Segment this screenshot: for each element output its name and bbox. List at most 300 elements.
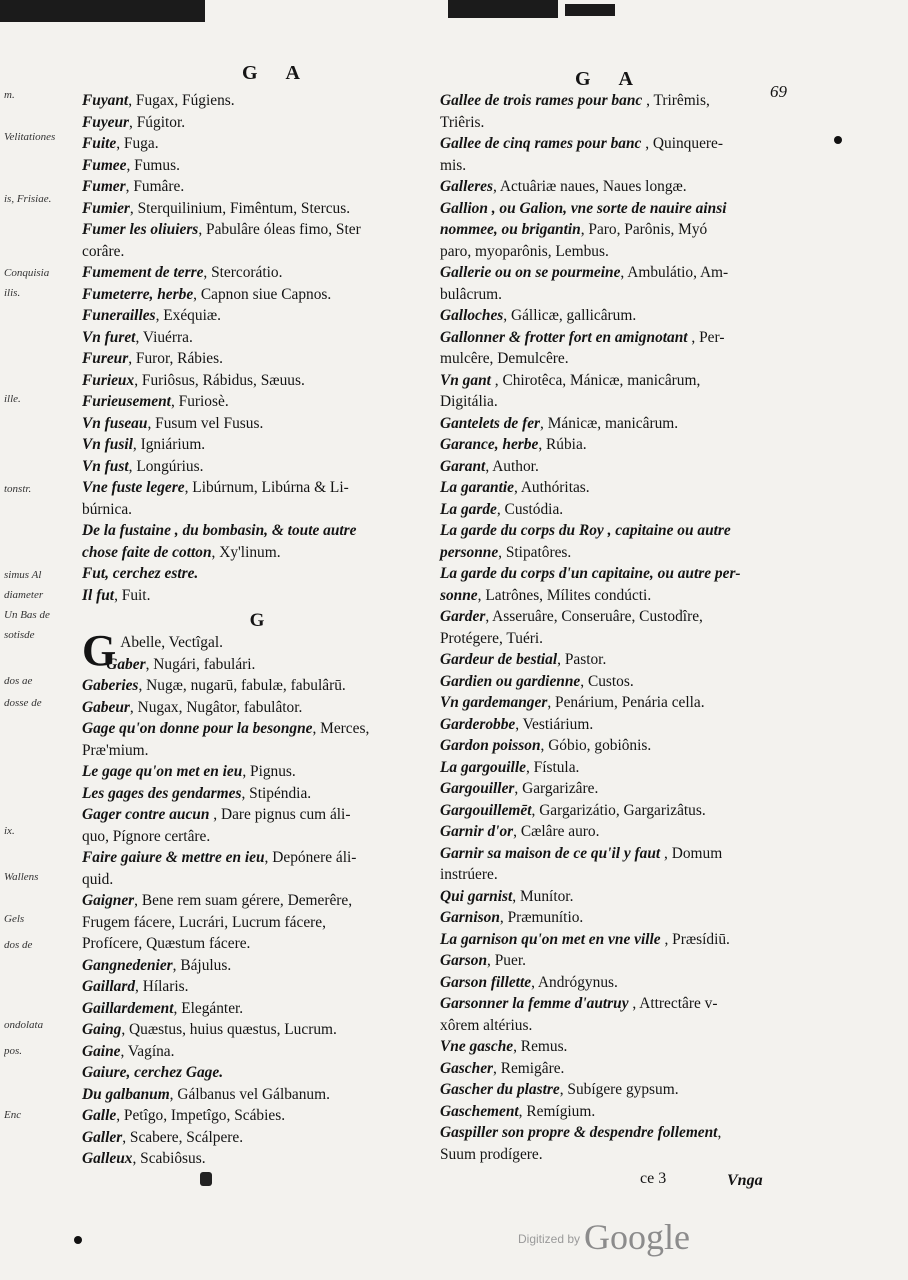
dictionary-entry [82,697,432,719]
entry-translation: , Munítor. [512,887,574,905]
dictionary-entry [440,563,810,585]
entry-translation: Abelle, Vectîgal. [120,634,223,651]
signature-mark: ce 3 [640,1170,667,1187]
scan-dark-band-middle [448,0,558,18]
margin-note: Conquisia [4,268,50,279]
entry-headword: Fumement de terre [82,264,204,281]
entry-translation: , Longúrius. [128,457,204,475]
entry-headword: Furieusement [82,393,171,410]
dictionary-entry [440,972,810,994]
entry-translation: , Quinquere- [641,135,723,152]
entry-translation: , Pastor. [557,651,607,668]
dictionary-entry [440,133,810,155]
entry-translation: instrúere. [440,866,498,883]
entry-translation: , Sterquilinium, Fimêntum, Stercus. [129,199,351,217]
entry-headword: Vn gant [440,371,491,389]
entry-translation: , Scabiôsus. [132,1150,206,1167]
dictionary-entry [440,649,810,671]
margin-note: Un Bas de [4,610,50,621]
dictionary-entry [82,520,432,542]
dictionary-entry [82,804,432,826]
entry-translation: , Xy'linum. [211,543,281,561]
dictionary-entry [82,241,432,263]
entry-translation: , Fumus. [126,156,180,174]
entry-headword: Fumee [82,156,127,174]
entry-translation: , Fístula. [525,758,580,776]
entry-headword: Galloches [440,307,504,324]
entry-translation: Præ'mium. [82,741,149,759]
entry-translation: , Nugæ, nugarū, fabulæ, fabulârū. [138,677,346,694]
entry-headword: Gaine [82,1042,121,1060]
dictionary-entry [82,1148,432,1170]
dictionary-entry [440,714,810,736]
entry-translation: , Fúgitor. [129,113,186,131]
entry-translation: , Custódia. [496,500,564,518]
entry-headword: Vn fuseau [82,414,148,432]
entry-translation: , Petîgo, Impetîgo, Scábies. [116,1107,286,1124]
entry-translation: Frugem fácere, Lucrári, Lucrum fácere, [82,913,326,931]
entry-translation: , Exéquiæ. [155,307,221,324]
dictionary-entry [440,907,810,929]
dictionary-entry [82,1084,432,1106]
entry-headword: Fuite [82,135,117,152]
entry-translation: , Vestiárium. [515,715,594,733]
dictionary-entry [440,413,810,435]
entry-translation: , Igniárium. [132,436,206,453]
dictionary-entry [440,370,810,392]
dictionary-entry [440,800,810,822]
entry-headword: La garde du corps d'un capitaine, ou autre per- [440,565,741,582]
entry-translation: bulâcrum. [440,285,502,303]
entry-translation: , Subígere gypsum. [559,1081,679,1098]
dictionary-entry [440,499,810,521]
right-entry-list [440,90,810,1165]
dictionary-entry [82,826,432,848]
entry-translation: , Asseruâre, Conseruâre, Custodîre, [485,608,703,625]
entry-translation: , Domum [660,844,723,862]
entry-headword: Garderobbe [440,715,516,733]
dictionary-entry [440,1036,810,1058]
entry-translation: , Chirotêca, Mánicæ, manicârum, [490,371,701,389]
entry-translation: , Bájulus. [172,956,232,974]
margin-note: tonstr. [4,484,32,495]
dictionary-entry [440,606,810,628]
entry-headword: Gascher [440,1059,494,1077]
dictionary-entry [82,90,432,112]
entry-headword: nommee, ou brigantin [440,221,581,238]
digitized-by-google [518,1216,690,1258]
entry-translation: , Góbio, gobiônis. [540,737,652,754]
entry-translation: , Capnon siue Capnos. [193,285,332,303]
entry-headword: Fumier [82,199,130,217]
dictionary-entry [82,155,432,177]
dictionary-entry [82,783,432,805]
dictionary-entry [82,563,432,585]
entry-headword: Les gages des gendarmes [82,784,242,802]
entry-translation: , Trirêmis, [642,92,710,109]
entry-headword: Gabeur [82,698,130,716]
margin-note: ilis. [4,288,21,299]
entry-headword: Gardien ou gardienne [440,672,581,690]
entry-headword: Gaing [82,1021,122,1038]
entry-headword: Il fut [82,586,115,604]
entry-translation: , Fugax, Fúgiens. [128,92,235,109]
entry-translation: , Elegánter. [173,999,244,1017]
dictionary-entry [440,1079,810,1101]
entry-translation: , Remígium. [518,1102,596,1120]
ink-dot-bottom [74,1236,82,1244]
entry-headword: chose faite de cotton [82,543,212,561]
entry-translation: , Gállicæ, gallicârum. [503,307,637,324]
entry-headword: Gaiure, cerchez Gage. [82,1064,224,1081]
dictionary-entry [82,284,432,306]
dictionary-entry [82,176,432,198]
entry-translation: , Andrógynus. [531,973,618,991]
dictionary-entry [440,90,810,112]
entry-translation: , Attrectâre v- [628,995,718,1012]
entry-headword: Gangnedenier [82,956,173,974]
entry-translation: paro, myoparônis, Lembus. [440,242,609,260]
margin-note: ondolata [4,1020,44,1031]
dictionary-entry [82,998,432,1020]
margin-note: sotisde [4,630,35,641]
entry-translation: , Furiôsus, Rábidus, Sæuus. [134,371,305,389]
entry-translation: , Per- [687,328,725,346]
entry-headword: Garant [440,457,486,475]
left-column [82,90,432,1170]
entry-translation: Profícere, Quæstum fácere. [82,935,251,952]
entry-translation: , Viuérra. [135,328,193,346]
dictionary-entry [440,950,810,972]
entry-translation: , Depónere áli- [264,849,357,866]
entry-headword: sonne [440,586,478,604]
entry-headword: Garnir d'or [440,823,514,840]
entry-translation: , Dare pignus cum áli- [209,806,351,823]
margin-note: ix. [4,826,15,837]
entry-headword: Galleux [82,1150,133,1167]
entry-translation: , Hílaris. [135,978,189,995]
dictionary-entry [82,391,432,413]
entry-translation: , [717,1124,722,1141]
dictionary-entry [440,886,810,908]
entry-translation: , Remus. [513,1038,568,1055]
entry-translation: Triêris. [440,113,485,131]
dictionary-entry [82,933,432,955]
entry-translation: , Fusum vel Fusus. [147,414,264,432]
entry-headword: personne [440,543,499,561]
entry-translation: , Paro, Parônis, Myó [580,221,708,238]
margin-note: dosse de [4,698,42,709]
google-logo: Google [584,1217,691,1257]
dictionary-entry [82,890,432,912]
entry-translation: , Furor, Rábies. [128,350,223,367]
entry-translation: , Pabulâre óleas fimo, Ster [198,221,361,238]
entry-translation: , Gálbanus vel Gálbanum. [169,1085,330,1103]
dictionary-entry [82,219,432,241]
dictionary-entry [82,654,432,676]
dictionary-entry [82,847,432,869]
entry-translation: mulcêre, Demulcêre. [440,350,569,367]
dictionary-entry [440,843,810,865]
entry-headword: Fumeterre, herbe [82,285,194,303]
margin-note: diameter [4,590,44,601]
dictionary-entry [82,1127,432,1149]
entry-translation: , Remigâre. [493,1059,565,1077]
entry-translation: búrnica. [82,500,132,518]
entry-translation: , Authóritas. [513,479,590,496]
dictionary-entry [440,542,810,564]
dictionary-entry [82,499,432,521]
entry-translation: Suum prodígere. [440,1145,543,1163]
dictionary-entry [82,348,432,370]
entry-headword: Fuyeur [82,113,130,131]
entry-headword: La gargouille [440,758,526,776]
margin-note: simus Al [4,570,42,581]
entry-headword: Gallee de trois rames pour banc [440,92,643,109]
dictionary-entry [82,434,432,456]
margin-note: Gels [4,914,25,925]
dictionary-entry [82,869,432,891]
right-column [440,90,810,1165]
entry-headword: Qui garnist [440,887,513,905]
entry-translation: mis. [440,156,467,174]
entry-headword: La garde du corps du Roy , capitaine ou autre [440,522,731,539]
entry-translation: , Ambulátio, Am- [620,264,729,281]
entry-headword: Fumer [82,178,126,195]
entry-headword: Vne fuste legere [82,479,185,496]
entry-translation: , Fuga. [116,135,159,152]
entry-translation: , Quæstus, huius quæstus, Lucrum. [121,1021,337,1038]
entry-headword: Gallerie ou on se pourmeine [440,264,621,281]
dictionary-entry [82,413,432,435]
dictionary-entry [440,155,810,177]
digitized-by-label: Digitized by [518,1232,581,1246]
drop-cap: G [82,626,117,675]
entry-translation: , Bene rem suam gérere, Demerêre, [134,892,353,909]
entry-headword: Du galbanum [82,1085,170,1103]
entry-headword: Gascher du plastre [440,1081,560,1098]
dictionary-entry [440,112,810,134]
dictionary-entry [440,1144,810,1166]
entry-headword: La garde [440,500,497,518]
entry-headword: Fuyant [82,92,129,109]
dictionary-entry [82,585,432,607]
margin-note: pos. [4,1046,23,1057]
entry-translation: , Cælâre auro. [513,823,600,840]
dictionary-entry [440,778,810,800]
margin-note: Wallens [4,872,39,883]
dictionary-entry [440,391,810,413]
entry-translation: , Mánicæ, manicârum. [540,414,679,432]
dictionary-entry [440,864,810,886]
entry-headword: Gardon poisson [440,737,541,754]
dictionary-entry [440,305,810,327]
entry-headword: Fureur [82,350,129,367]
dictionary-entry [440,176,810,198]
margin-note: dos ae [4,676,33,687]
dictionary-entry [440,1101,810,1123]
entry-translation: quo, Pígnore certâre. [82,827,211,845]
left-entry-list-g [82,626,432,1170]
entry-translation: , Libúrnum, Libúrna & Li- [184,479,349,496]
entry-translation: , Præmunítio. [499,909,584,926]
entry-translation: , Scabere, Scálpere. [122,1128,244,1146]
dictionary-entry [82,1019,432,1041]
dictionary-entry [82,1062,432,1084]
entry-headword: Faire gaiure & mettre en ieu [82,849,265,866]
entry-translation: , Fumâre. [125,178,185,195]
entry-translation: , Nugári, fabulári. [145,655,256,673]
dictionary-entry [82,955,432,977]
entry-headword: Garnison [440,909,500,926]
entry-translation: xôrem altérius. [440,1016,533,1034]
running-head-left: G A [242,62,312,84]
entry-translation: , Author. [485,457,539,475]
dictionary-entry [440,241,810,263]
dictionary-entry [440,198,810,220]
dictionary-entry [440,262,810,284]
entry-translation: corâre. [82,242,125,260]
dictionary-entry [440,993,810,1015]
dictionary-entry [82,976,432,998]
entry-translation: , Vagína. [120,1042,175,1060]
entry-headword: Vne gasche [440,1038,514,1055]
entry-headword: Gage qu'on donne pour la besongne [82,720,313,737]
page-number: 69 [770,82,787,101]
dictionary-entry [440,757,810,779]
dictionary-entry [82,112,432,134]
entry-headword: Funerailles [82,307,156,324]
entry-headword: Vn furet [82,328,136,346]
entry-translation: , Actuâriæ naues, Naues longæ. [493,178,687,195]
dictionary-entry [82,1041,432,1063]
entry-headword: Galleres [440,178,494,195]
dictionary-entry [440,520,810,542]
dictionary-entry [82,327,432,349]
entry-headword: Gager contre aucun [82,806,210,823]
catchword: Vnga [727,1172,763,1189]
dictionary-entry [440,628,810,650]
dictionary-entry [82,1105,432,1127]
margin-note: Enc [4,1110,22,1121]
entry-headword: Garson fillette [440,973,532,991]
entry-translation: , Custos. [580,672,634,690]
entry-translation: , Penárium, Penária cella. [547,694,705,711]
entry-translation: , Nugax, Nugâtor, fabulâtor. [129,698,303,716]
entry-translation: , Stercorátio. [203,264,283,281]
entry-headword: Le gage qu'on met en ieu [82,763,243,780]
entry-headword: Galle [82,1107,117,1124]
dictionary-entry [440,1058,810,1080]
entry-headword: Fumer les oliuiers [82,221,199,238]
entry-translation: , Puer. [487,952,526,969]
entry-headword: Gaillard [82,978,136,995]
entry-headword: Gaillardement [82,999,174,1017]
dictionary-entry [440,434,810,456]
entry-translation: , Pignus. [242,763,296,780]
entry-headword: Gaber [106,655,146,673]
scan-dark-band-right [565,4,615,16]
entry-translation: , Merces, [312,720,370,737]
dictionary-entry [82,370,432,392]
dictionary-entry [440,1122,810,1144]
dictionary-entry [82,718,432,740]
entry-headword: Garder [440,608,486,625]
entry-headword: Gallonner & frotter fort en amignotant [440,328,688,346]
entry-headword: La garnison qu'on met en vne ville [440,930,661,948]
entry-headword: Gargouillemēt [440,801,532,819]
ink-smudge [200,1172,212,1186]
entry-headword: Gaigner [82,892,135,909]
margin-note: dos de [4,940,33,951]
dictionary-entry [440,477,810,499]
entry-translation: , Stipatôres. [498,543,572,561]
margin-note: Velitationes [4,132,56,143]
entry-headword: Gaschement [440,1102,519,1120]
entry-headword: Vn fust [82,457,129,475]
entry-headword: Gallion , ou Galion, vne sorte de nauire ainsi [440,199,727,217]
entry-translation: , Præsídiū. [660,930,730,948]
entry-headword: Gaberies [82,677,139,694]
entry-translation: , Latrônes, Mílites condúcti. [477,586,652,604]
dictionary-entry [440,735,810,757]
dictionary-entry [440,692,810,714]
dictionary-entry [82,198,432,220]
entry-translation: , Fuit. [114,586,151,604]
entry-headword: Fut, cerchez estre. [82,565,199,582]
margin-note: ille. [4,394,21,405]
dictionary-entry [82,675,432,697]
entry-headword: Galler [82,1128,123,1146]
entry-headword: Garson [440,952,488,969]
entry-headword: Furieux [82,371,135,389]
dictionary-entry [82,740,432,762]
entry-translation: , Gargarizâre. [514,780,599,797]
margin-note: is, Frisiae. [4,194,52,205]
dictionary-entry [82,761,432,783]
dictionary-entry [82,912,432,934]
dictionary-entry [440,585,810,607]
dictionary-entry [440,671,810,693]
ink-dot-right [834,136,842,144]
scan-dark-band-left [0,0,205,22]
entry-translation: , Rúbia. [538,436,587,453]
entry-headword: Vn gardemanger [440,694,548,711]
dictionary-entry [82,305,432,327]
entry-headword: Gardeur de bestial [440,651,558,668]
running-head-right: G A [575,68,645,90]
dictionary-entry [440,284,810,306]
dictionary-entry [82,133,432,155]
dictionary-entry [440,327,810,349]
entry-translation: quid. [82,870,114,888]
entry-headword: La garantie [440,479,514,496]
dictionary-entry [440,929,810,951]
dictionary-entry [440,348,810,370]
entry-headword: Gallee de cinq rames pour banc [440,135,642,152]
dictionary-entry [440,821,810,843]
entry-headword: Vn fusil [82,436,133,453]
entry-headword: Garsonner la femme d'autruy [440,995,629,1012]
entry-translation: Protégere, Tuéri. [440,629,544,647]
margin-note: m. [4,90,15,101]
entry-headword: Gantelets de fer [440,414,541,432]
entry-headword: Garnir sa maison de ce qu'il y faut [440,844,661,862]
entry-translation: , Furiosè. [170,393,229,410]
dictionary-entry [440,1015,810,1037]
dictionary-entry [440,456,810,478]
dictionary-entry [82,262,432,284]
